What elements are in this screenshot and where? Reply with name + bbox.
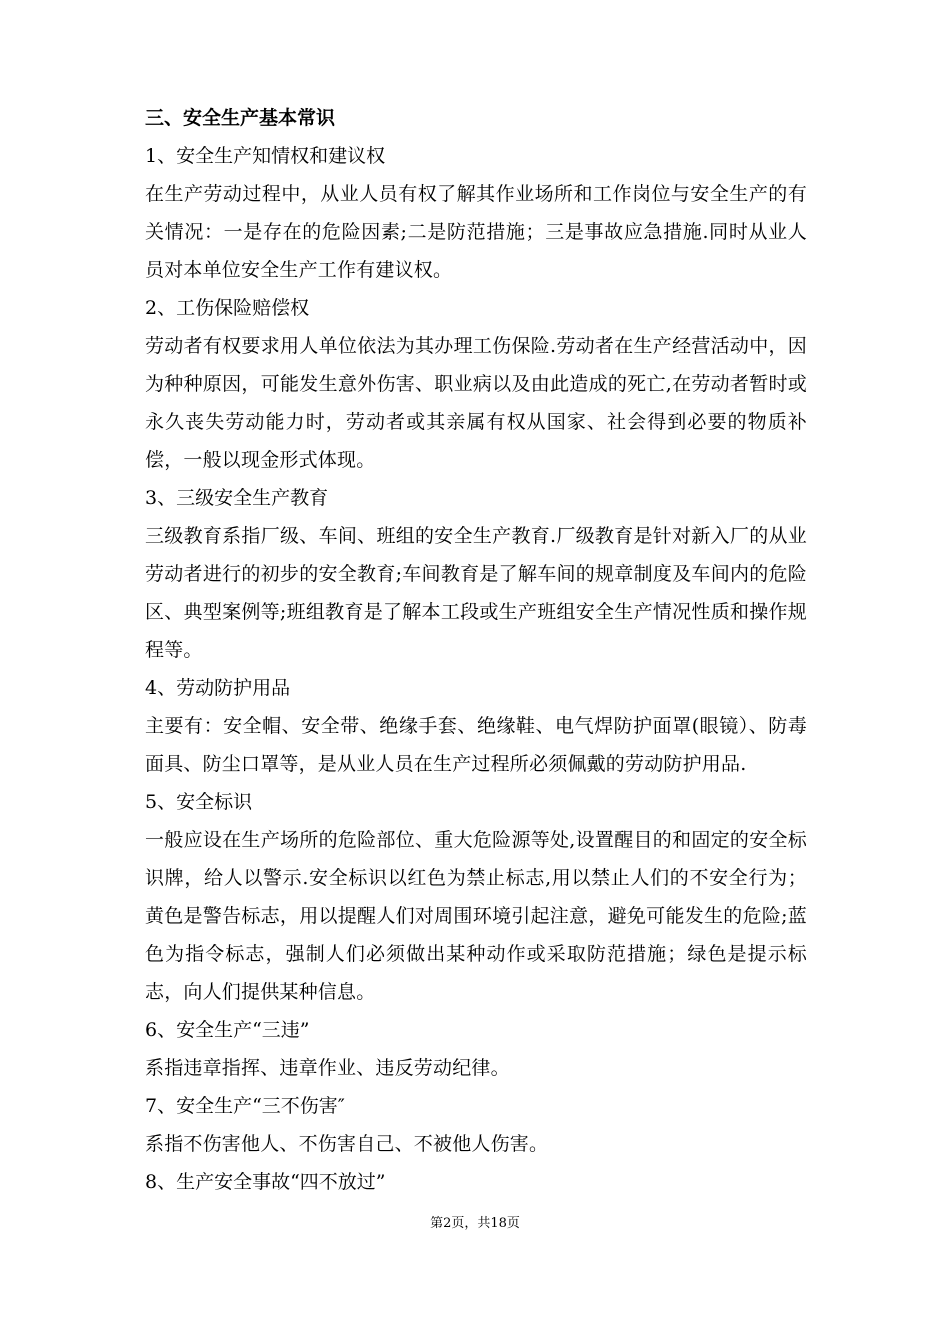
document-body [145, 99, 807, 1201]
item-heading-6: 6、安全生产“三违” [145, 1019, 310, 1041]
item-paragraph-4: 主要有：安全帽、安全带、绝缘手套、绝缘鞋、电气焊防护面罩(眼镜）、防毒面具、防尘口罩等，是从业人员在生产过程所必须佩戴的劳动防护用品. [145, 715, 807, 775]
item-heading-4: 4、劳动防护用品 [145, 677, 291, 699]
item-heading-7: 7、安全生产“三不伤害″ [145, 1095, 345, 1117]
item-paragraph-2: 劳动者有权要求用人单位依法为其办理工伤保险.劳动者在生产经营活动中，因为种种原因，可能发生意外伤害、职业病以及由此造成的死亡,在劳动者暂时或永久丧失劳动能力时，劳动者或其亲属有权从国家、社会得到必要的物质补偿，一般以现金形式体现。 [145, 335, 807, 471]
item-heading-8: 8、生产安全事故“四不放过” [145, 1171, 386, 1193]
section-title: 三、安全生产基本常识 [145, 107, 336, 129]
item-paragraph-1: 在生产劳动过程中，从业人员有权了解其作业场所和工作岗位与安全生产的有关情况：一是存在的危险因素;二是防范措施；三是事故应急措施.同时从业人员对本单位安全生产工作有建议权。 [145, 183, 807, 281]
item-heading-2: 2、工伤保险赔偿权 [145, 297, 310, 319]
item-paragraph-5: 一般应设在生产场所的危险部位、重大危险源等处,设置醒目的和固定的安全标识牌，给人以警示.安全标识以红色为禁止标志,用以禁止人们的不安全行为；黄色是警告标志，用以提醒人们对周围环境引起注意，避免可能发生的危险;蓝色为指令标志，强制人们必须做出某种动作或采取防范措施；绿色是提示标志，向人们提供某种信息。 [145, 829, 807, 1003]
item-paragraph-6: 系指违章指挥、违章作业、违反劳动纪律。 [145, 1057, 510, 1079]
item-heading-5: 5、安全标识 [145, 791, 253, 813]
item-paragraph-7: 系指不伤害他人、不伤害自己、不被他人伤害。 [145, 1133, 549, 1155]
page-number-footer: 第2页，共18页 [430, 1216, 520, 1231]
item-heading-3: 3、三级安全生产教育 [145, 487, 329, 509]
item-paragraph-3: 三级教育系指厂级、车间、班组的安全生产教育.厂级教育是针对新入厂的从业劳动者进行的初步的安全教育;车间教育是了解车间的规章制度及车间内的危险区、典型案例等;班组教育是了解本工段或生产班组安全生产情况性质和操作规程等。 [145, 525, 807, 661]
item-heading-1: 1、安全生产知情权和建议权 [145, 145, 386, 167]
